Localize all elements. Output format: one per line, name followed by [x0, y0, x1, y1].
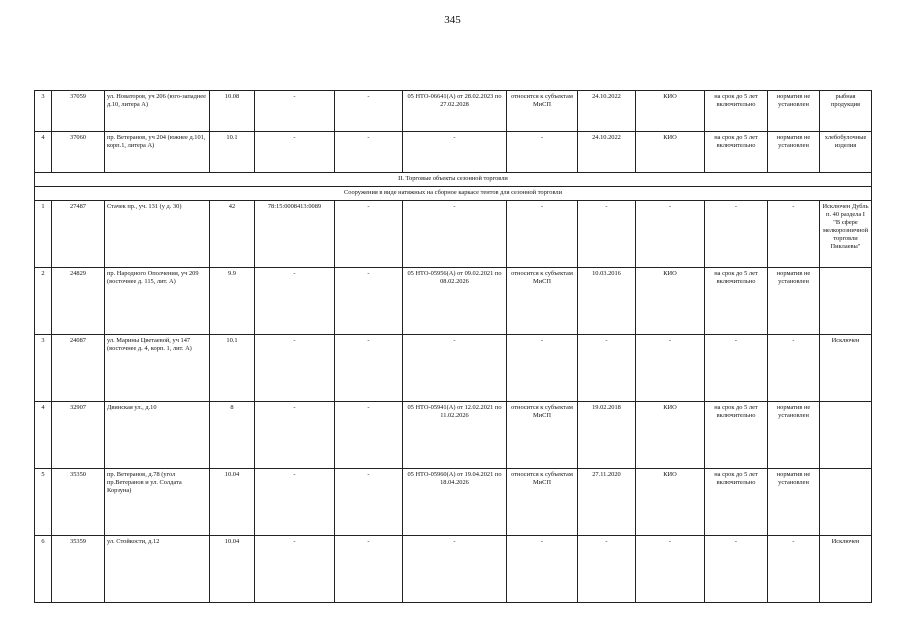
area-cell: 8 [210, 402, 255, 469]
cadastral-cell: - [255, 91, 335, 132]
org-cell: - [636, 335, 705, 402]
address-cell: Двинская ул., д.10 [105, 402, 210, 469]
norm-cell: - [768, 201, 820, 268]
address-cell: пр. Ветеранов, д.78 (угол пр.Ветеранов и ул. Солдата Корзуна) [105, 469, 210, 536]
date-cell: 10.03.2016 [578, 268, 636, 335]
extra-cell: - [335, 335, 403, 402]
address-cell: ул. Стойкости, д.12 [105, 536, 210, 603]
address-cell: Стачек пр., уч. 131 (у д. 30) [105, 201, 210, 268]
org-cell: КИО [636, 469, 705, 536]
object-id-cell: 24087 [52, 335, 105, 402]
table-row [35, 201, 872, 268]
specialization-cell [820, 268, 872, 335]
org-cell: КИО [636, 268, 705, 335]
specialization-cell: Исключен [820, 536, 872, 603]
specialization-cell [820, 469, 872, 536]
org-cell: КИО [636, 402, 705, 469]
extra-cell: - [335, 91, 403, 132]
org-cell: - [636, 536, 705, 603]
extra-cell: - [335, 402, 403, 469]
status-cell: относится к субъектам МиСП [507, 402, 578, 469]
contract-cell: 05 НТО-05941(А) от 12.02.2021 по 11.02.2026 [403, 402, 507, 469]
row-number-cell: 4 [35, 132, 52, 173]
date-cell: - [578, 335, 636, 402]
object-id-cell: 27487 [52, 201, 105, 268]
date-cell: 24.10.2022 [578, 91, 636, 132]
status-cell: - [507, 201, 578, 268]
org-cell: КИО [636, 132, 705, 173]
address-cell: ул. Новаторов, уч 206 (юго-западнее д.10, литера А) [105, 91, 210, 132]
term-cell: на срок до 5 лет включительно [705, 91, 768, 132]
table-row [35, 91, 872, 132]
specialization-cell: Исключен [820, 335, 872, 402]
cadastral-cell: - [255, 268, 335, 335]
norm-cell: норматив не установлен [768, 91, 820, 132]
specialization-cell [820, 402, 872, 469]
date-cell: - [578, 536, 636, 603]
status-cell: - [507, 335, 578, 402]
section-rows [35, 173, 872, 201]
cadastral-cell: - [255, 132, 335, 173]
row-number-cell: 3 [35, 335, 52, 402]
norm-cell: норматив не установлен [768, 268, 820, 335]
contract-cell: - [403, 335, 507, 402]
row-number-cell: 2 [35, 268, 52, 335]
object-id-cell: 37060 [52, 132, 105, 173]
object-id-cell: 37059 [52, 91, 105, 132]
table-row [35, 132, 872, 173]
cadastral-cell: - [255, 335, 335, 402]
table-row [35, 536, 872, 603]
date-cell: 27.11.2020 [578, 469, 636, 536]
extra-cell: - [335, 132, 403, 173]
cadastral-cell: - [255, 402, 335, 469]
term-cell: - [705, 536, 768, 603]
area-cell: 10.04 [210, 469, 255, 536]
term-cell: на срок до 5 лет включительно [705, 402, 768, 469]
object-id-cell: 35359 [52, 536, 105, 603]
term-cell: на срок до 5 лет включительно [705, 268, 768, 335]
area-cell: 10.1 [210, 132, 255, 173]
address-cell: ул. Марины Цветаевой, уч 147 (восточнее д. 4, корп. 1, лит. А) [105, 335, 210, 402]
address-cell: пр. Ветеранов, уч 204 (южнее д.101, корп.1, литера А) [105, 132, 210, 173]
status-cell: - [507, 132, 578, 173]
area-cell: 10.1 [210, 335, 255, 402]
object-id-cell: 35350 [52, 469, 105, 536]
status-cell: - [507, 536, 578, 603]
bottom-rows [35, 201, 872, 603]
area-cell: 9.9 [210, 268, 255, 335]
contract-cell: - [403, 536, 507, 603]
section-header: II. Торговые объекты сезонной торговли [35, 173, 872, 187]
norm-cell: - [768, 536, 820, 603]
top-rows [35, 91, 872, 173]
object-id-cell: 32907 [52, 402, 105, 469]
term-cell: на срок до 5 лет включительно [705, 469, 768, 536]
area-cell: 42 [210, 201, 255, 268]
term-cell: на срок до 5 лет включительно [705, 132, 768, 173]
org-cell: КИО [636, 91, 705, 132]
status-cell: относится к субъектам МиСП [507, 469, 578, 536]
specialization-cell: рыбная продукция [820, 91, 872, 132]
registry-table [34, 90, 872, 603]
subsection-header: Сооружения в виде натяжных на сборное каркасе тентов для сезонной торговли [35, 187, 872, 201]
address-cell: пр. Народного Ополчения, уч 209 (восточнее д. 115, лит. А) [105, 268, 210, 335]
row-number-cell: 5 [35, 469, 52, 536]
cadastral-cell: - [255, 469, 335, 536]
area-cell: 10.08 [210, 91, 255, 132]
contract-cell: 05 НТО-06641(А) от 28.02.2023 по 27.02.2028 [403, 91, 507, 132]
contract-cell: 05 НТО-05956(А) от 09.02.2021 по 08.02.2026 [403, 268, 507, 335]
specialization-cell: хлебобулочные изделия [820, 132, 872, 173]
status-cell: относится к субъектам МиСП [507, 91, 578, 132]
cadastral-cell: - [255, 536, 335, 603]
date-cell: - [578, 201, 636, 268]
row-number-cell: 3 [35, 91, 52, 132]
date-cell: 24.10.2022 [578, 132, 636, 173]
specialization-cell: Исключен Дубль п. 40 раздела I "В сфере мелкорозничной торговли Пиклаевы" [820, 201, 872, 268]
row-number-cell: 1 [35, 201, 52, 268]
contract-cell: - [403, 201, 507, 268]
norm-cell: - [768, 335, 820, 402]
table-row [35, 268, 872, 335]
contract-cell: - [403, 132, 507, 173]
row-number-cell: 6 [35, 536, 52, 603]
cadastral-cell: 78:15:0008413:0089 [255, 201, 335, 268]
table-row [35, 335, 872, 402]
extra-cell: - [335, 536, 403, 603]
extra-cell: - [335, 201, 403, 268]
term-cell: - [705, 335, 768, 402]
norm-cell: норматив не установлен [768, 469, 820, 536]
table-row [35, 402, 872, 469]
org-cell: - [636, 201, 705, 268]
contract-cell: 05 НТО-05960(А) от 19.04.2021 по 18.04.2026 [403, 469, 507, 536]
term-cell: - [705, 201, 768, 268]
object-id-cell: 24829 [52, 268, 105, 335]
norm-cell: норматив не установлен [768, 402, 820, 469]
extra-cell: - [335, 268, 403, 335]
status-cell: относится к субъектам МиСП [507, 268, 578, 335]
row-number-cell: 4 [35, 402, 52, 469]
table-row [35, 469, 872, 536]
date-cell: 19.02.2018 [578, 402, 636, 469]
page-number: 345 [444, 14, 461, 26]
extra-cell: - [335, 469, 403, 536]
norm-cell: норматив не установлен [768, 132, 820, 173]
area-cell: 10.04 [210, 536, 255, 603]
